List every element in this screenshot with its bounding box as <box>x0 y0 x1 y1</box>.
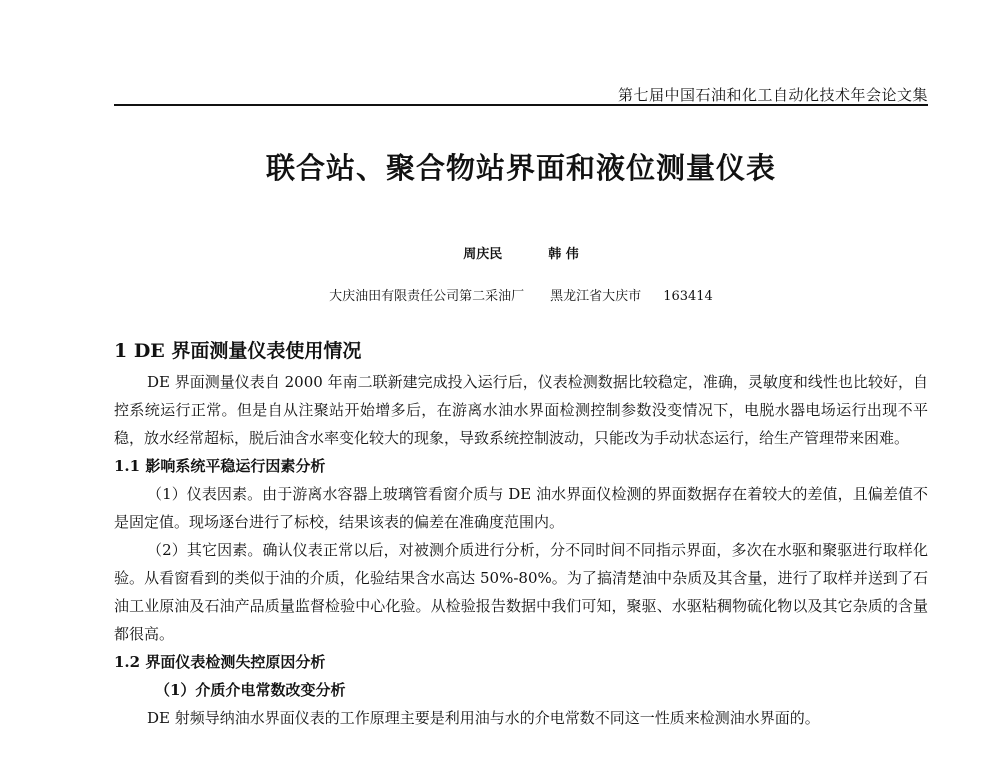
running-header: 第七届中国石油和化工自动化技术年会论文集 <box>617 86 928 104</box>
paper-title: 联合站、聚合物站界面和液位测量仪表 <box>265 151 776 185</box>
affiliation <box>114 285 928 304</box>
section-heading: 1 DE 界面测量仪表使用情况 <box>114 340 362 362</box>
subsection-heading: 1.1 影响系统平稳运行因素分析 <box>114 457 326 475</box>
paragraph: DE 射频导纳油水界面仪表的工作原理主要是利用油与水的介电常数不同这一性质来检测油水界面的。 <box>147 709 820 727</box>
item-heading: （1）介质介电常数改变分析 <box>155 681 346 699</box>
body-text <box>114 334 928 732</box>
header-rule <box>114 104 928 106</box>
affiliation-postcode: 163414 <box>663 289 713 304</box>
paragraph: （1）仪表因素。由于游离水容器上玻璃管看窗介质与 DE 油水界面仪检测的界面数据存在着较大的差值，且偏差值不是固定值。现场逐台进行了标校，结果该表的偏差在准确度范围内。 <box>114 485 928 531</box>
paragraph: （2）其它因素。确认仪表正常以后，对被测介质进行分析，分不同时间不同指示界面，多次在水驱和聚驱进行取样化验。从看窗看到的类似于油的介质，化验结果含水高达 50%-80%。为了搞清楚油中杂质及其含量，进行了取样并送到了石油工业原油及石油产品质量监督检验中心化验。从检验报告数据中我们可知，聚驱、水驱粘稠物硫化物以及其它杂质的含量都很高。 <box>114 541 928 643</box>
author-list <box>114 243 928 262</box>
author-name: 韩 伟 <box>548 247 579 262</box>
author-name: 周庆民 <box>463 247 503 262</box>
subsection-heading: 1.2 界面仪表检测失控原因分析 <box>114 653 326 671</box>
affiliation-location: 黑龙江省大庆市 <box>550 289 642 304</box>
paragraph: DE 界面测量仪表自 2000 年南二联新建完成投入运行后，仪表检测数据比较稳定，准确，灵敏度和线性也比较好，自控系统运行正常。但是自从注聚站开始增多后，在游离水油水界面检测控制参数没变情况下，电脱水器电场运行出现不平稳，放水经常超标，脱后油含水率变化较大的现象，导致系统控制波动，只能改为手动状态运行，给生产管理带来困难。 <box>114 373 928 447</box>
affiliation-organization: 大庆油田有限责任公司第二采油厂 <box>329 289 525 304</box>
